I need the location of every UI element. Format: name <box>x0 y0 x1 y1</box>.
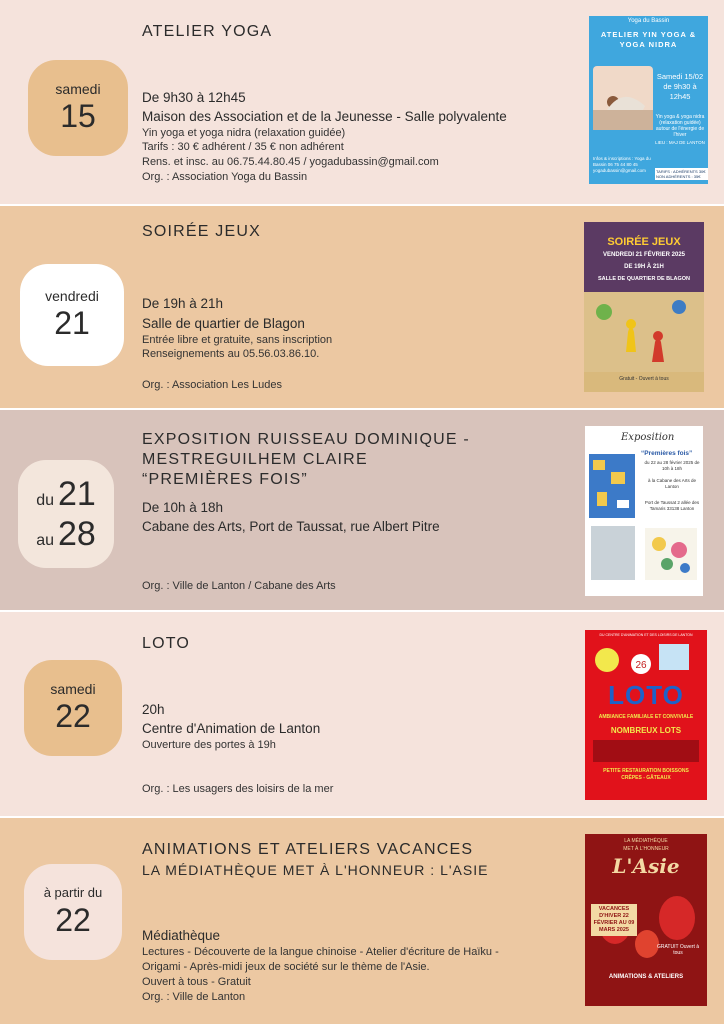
yoga-photo <box>593 66 653 130</box>
badge-number: 15 <box>60 98 96 134</box>
event-place: Centre d'Animation de Lanton <box>142 721 321 736</box>
poster-heading: ATELIER YIN YOGA & YOGA NIDRA <box>600 30 697 49</box>
poster-text: Yin yoga & yoga nidra (relaxation guidée) autour de l'énergie de l'hiver <box>655 114 705 138</box>
poster-subtitle: “Premières fois” <box>641 450 693 457</box>
poster-place: SALLE DE QUARTIER DE BLAGON <box>598 276 690 282</box>
event-subtitle: “PREMIÈRES FOIS” <box>142 471 308 488</box>
poster-lieu: LIEU : MAJ DE LANTON <box>655 140 705 145</box>
poster-contact: Infos & inscriptions : Yoga du Bassin 06 75 44 80 45 yogadubassin@gmail.com <box>593 156 651 173</box>
event-soiree-jeux <box>0 206 724 408</box>
date-badge <box>28 60 128 156</box>
event-organizer: Org. : Les usagers des loisirs de la mer <box>142 783 334 795</box>
game-pieces-illustration <box>584 292 704 372</box>
event-subtitle: LA MÉDIATHÈQUE MET À L'HONNEUR : L'ASIE <box>142 862 489 878</box>
event-time: 20h <box>142 702 165 717</box>
event-time: De 9h30 à 12h45 <box>142 90 246 105</box>
poster-buvette: PETITE RESTAURATION BOISSONS CRÊPES - GÂTEAUX <box>603 768 689 781</box>
poster-dates: VACANCES D'HIVER 22 FÉVRIER AU 09 MARS 2025 <box>591 904 637 936</box>
poster-date: Samedi 15/02 de 9h30 à 12h45 <box>656 72 704 101</box>
event-loto <box>0 612 724 816</box>
artwork-flowers <box>645 528 697 580</box>
event-title: ANIMATIONS ET ATELIERS VACANCES <box>142 841 474 858</box>
poster-date: du 22 au 28 février 2025 de 10h à 18h <box>644 460 700 471</box>
badge-number: 22 <box>55 902 91 938</box>
event-poster <box>584 222 704 392</box>
event-poster <box>585 834 707 1006</box>
event-animations-vacances <box>0 818 724 1024</box>
artwork-blue <box>589 454 635 518</box>
badge-from-number: 21 <box>57 475 96 513</box>
date-badge <box>20 264 124 366</box>
event-title: ATELIER YOGA <box>142 23 273 40</box>
poster-gratuit: GRATUIT Ouvert à tous <box>656 944 700 956</box>
event-description-3: Ouvert à tous - Gratuit <box>142 976 251 988</box>
date-badge <box>24 864 122 960</box>
event-contact: Rens. et insc. au 06.75.44.80.45 / yogadubassin@gmail.com <box>142 156 439 168</box>
event-time: De 19h à 21h <box>142 296 224 311</box>
event-yoga <box>0 0 724 204</box>
badge-day: vendredi <box>45 288 99 304</box>
poster-footer: ANIMATIONS & ATELIERS <box>608 974 684 980</box>
lotto-balls-illustration <box>585 638 707 684</box>
badge-to-label: au <box>36 532 54 549</box>
event-tarifs: Tarifs : 30 € adhérent / 35 € non adhérent <box>142 141 344 153</box>
event-organizer: Org. : Association Yoga du Bassin <box>142 171 308 183</box>
svg-text:26: 26 <box>635 660 647 671</box>
badge-number: 21 <box>54 305 90 341</box>
badge-day: à partir du <box>43 885 103 900</box>
event-place: Cabane des Arts, Port de Taussat, rue Albert Pitre <box>142 519 440 534</box>
poster-lots: NOMBREUX LOTS <box>610 726 682 735</box>
event-organizer: Org. : Ville de Lanton <box>142 991 246 1003</box>
event-title: SOIRÉE JEUX <box>142 223 262 240</box>
badge-number: 22 <box>55 698 91 734</box>
event-title: LOTO <box>142 635 191 652</box>
event-organizer: Org. : Association Les Ludes <box>142 379 283 391</box>
poster-time: DE 19H À 21H <box>624 264 664 270</box>
poster-heading: SOIRÉE JEUX <box>607 236 681 248</box>
badge-to-number: 28 <box>57 515 96 553</box>
poster-subtitle: MET À L'HONNEUR <box>623 846 669 852</box>
date-badge <box>24 660 122 756</box>
poster-brand: Yoga du Bassin <box>627 18 670 24</box>
poster-heading: LOTO <box>608 680 684 710</box>
poster-top: DU CENTRE D'ANIMATION ET DES LOISIRS DE LANTON <box>599 633 693 637</box>
event-description: Yin yoga et yoga nidra (relaxation guidée) <box>142 127 346 139</box>
badge-day: samedi <box>55 81 101 97</box>
poster-top: LA MÉDIATHÈQUE <box>624 838 668 844</box>
event-poster <box>589 16 708 184</box>
poster-tarifs: TARIFS : ADHÉRENTS 30€ NON ADHÉRENTS : 35€ <box>655 168 708 180</box>
event-description-2: Origami - Après-midi jeux de société sur le thème de l'Asie. <box>142 961 430 973</box>
poster-heading: L'Asie <box>612 854 680 878</box>
event-place: Médiathèque <box>142 928 221 943</box>
poster-place: à la Cabane des Arts de Lanton <box>647 478 697 489</box>
event-contact: Renseignements au 05.56.03.86.10. <box>142 348 320 360</box>
event-poster <box>585 426 703 596</box>
artwork-grey <box>591 526 635 580</box>
badge-day: samedi <box>50 681 96 697</box>
event-description-1: Lectures - Découverte de la langue chinoise - Atelier d'écriture de Haïku - <box>142 946 499 958</box>
date-range-badge <box>18 460 114 568</box>
event-place: Maison des Association et de la Jeunesse - Salle polyvalente <box>142 109 507 124</box>
poster-footer: Gratuit - Ouvert à tous <box>619 376 669 382</box>
prizes-box <box>593 740 699 762</box>
event-time: De 10h à 18h <box>142 500 224 515</box>
poster-subtitle: AMBIANCE FAMILIALE ET CONVIVIALE <box>598 714 694 720</box>
badge-from-label: du <box>36 492 54 509</box>
event-exposition <box>0 410 724 610</box>
event-organizer: Org. : Ville de Lanton / Cabane des Arts <box>142 580 336 592</box>
event-description: Entrée libre et gratuite, sans inscription <box>142 334 333 346</box>
event-place: Salle de quartier de Blagon <box>142 316 305 331</box>
event-poster <box>585 630 707 800</box>
event-title: EXPOSITION RUISSEAU DOMINIQUE - MESTREGUILHEM CLAIRE <box>142 431 470 468</box>
poster-heading: Exposition <box>621 432 675 443</box>
poster-date: VENDREDI 21 FÉVRIER 2025 <box>602 252 686 258</box>
poster-address: Port de Taussat 2 allée des Tamaris 33138 Lanton <box>644 500 700 511</box>
event-description: Ouverture des portes à 19h <box>142 739 276 751</box>
